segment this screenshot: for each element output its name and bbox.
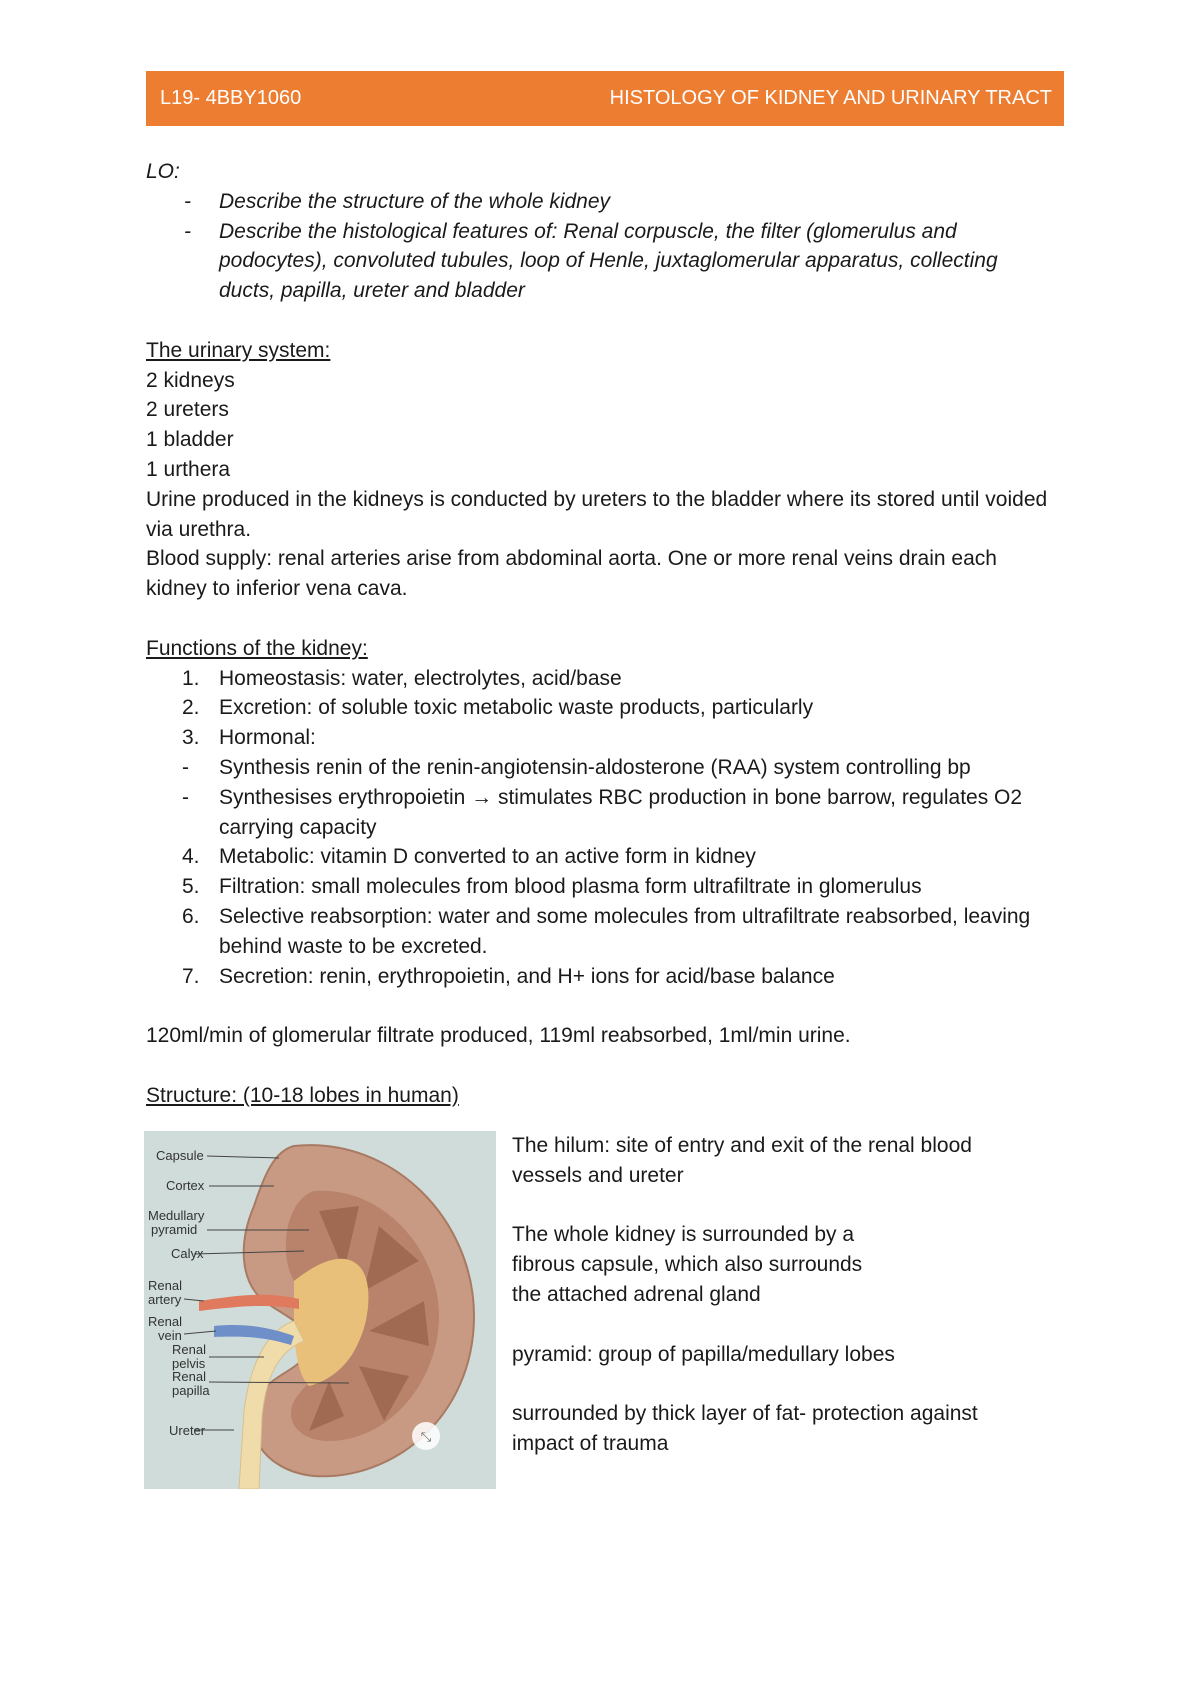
label-pyramid: pyramid [151,1222,198,1237]
functions-list [146,664,1066,992]
lo-label: LO: [146,160,180,183]
label-capsule: Capsule [156,1148,204,1163]
lo-item: - Describe the structure of the whole kidney [184,189,611,213]
label-cortex: Cortex [166,1178,205,1193]
function-item [146,783,1066,843]
label-renal-artery-1: Renal [148,1278,182,1293]
function-item [146,872,1066,902]
function-item [146,842,1066,872]
course-code: L19- 4BBY1060 [160,87,302,109]
function-text: Hormonal: [219,726,316,750]
label-renal-papilla-1: Renal [172,1369,206,1384]
function-item [146,723,1066,753]
header-bar [146,71,1064,126]
lo-item: - Describe the histological features of: Renal corpuscle, the filter (glomerulus and podocytes), convoluted tubules, loop of Henle, juxtaglomerular apparatus, collecting ducts, papilla, ureter and bladder [184,219,998,303]
urinary-line: 2 kidneys [146,368,235,392]
urine-paragraph: Urine produced in the kidneys is conducted by ureters to the bladder where its stored until voided via urethra. [146,487,1048,541]
function-text: Secretion: renin, erythropoietin, and H+ ions for acid/base balance [219,964,835,988]
structure-section [144,1131,1064,1491]
function-text: Filtration: small molecules from blood plasma form ultrafiltrate in glomerulus [219,875,922,899]
list-marker: 1. [182,666,200,690]
urinary-line: 1 bladder [146,428,234,452]
label-renal-papilla-2: papilla [172,1383,210,1398]
functions-heading: Functions of the kidney: [146,636,368,660]
filtrate-statement: 120ml/min of glomerular filtrate produced, 119ml reabsorbed, 1ml/min urine. [146,1024,851,1048]
pyramid-note: pyramid: group of papilla/medullary lobes [512,1342,895,1366]
label-calyx: Calyx [171,1246,204,1261]
list-marker: 2. [182,696,200,720]
main-content [146,157,1066,1111]
capsule-note: The whole kidney is surrounded by a fibrous capsule, which also surrounds the attached adrenal gland [512,1223,863,1306]
list-marker: 3. [182,726,200,750]
urinary-line: 1 urthera [146,457,231,481]
function-text: Homeostasis: water, electrolytes, acid/base [219,666,622,690]
list-marker: - [182,785,189,809]
function-text: Excretion: of soluble toxic metabolic waste products, particularly [219,696,814,720]
function-item [146,962,1066,992]
label-medullary: Medullary [148,1208,205,1223]
function-item [146,753,1066,783]
list-marker: 7. [182,964,200,988]
function-text: Metabolic: vitamin D converted to an active form in kidney [219,845,756,869]
label-renal-artery-2: artery [148,1292,182,1307]
function-item [146,693,1066,723]
function-item [146,664,1066,694]
list-marker: 4. [182,845,200,869]
urinary-line: 2 ureters [146,398,229,422]
blood-supply-paragraph: Blood supply: renal arteries arise from abdominal aorta. One or more renal veins drain each kidney to inferior vena cava. [146,547,997,601]
hilum-note: The hilum: site of entry and exit of the renal blood vessels and ureter [512,1134,972,1187]
function-text: Synthesis renin of the renin-angiotensin-aldosterone (RAA) system controlling bp [219,755,971,779]
label-renal-pelvis-1: Renal [172,1342,206,1357]
list-marker: 5. [182,875,200,899]
fat-note: surrounded by thick layer of fat- protection against impact of trauma [512,1402,978,1455]
list-marker: - [182,755,189,779]
function-text: Synthesises erythropoietin → stimulates RBC production in bone barrow, regulates O2 carrying capacity [219,785,1023,839]
structure-notes [512,1131,1052,1459]
label-renal-pelvis-2: pelvis [172,1356,206,1371]
lecture-title: HISTOLOGY OF KIDNEY AND URINARY TRACT [609,87,1052,109]
label-renal-vein-1: Renal [148,1314,182,1329]
urinary-heading: The urinary system: [146,338,331,362]
function-text: Selective reabsorption: water and some molecules from ultrafiltrate reabsorbed, leaving behind waste to be excreted. [219,904,1031,958]
label-ureter: Ureter [169,1423,206,1438]
label-renal-vein-2: vein [158,1328,182,1343]
svg-text:⤡: ⤡ [420,1430,432,1445]
kidney-diagram [144,1131,496,1489]
function-item [146,902,1066,962]
structure-heading: Structure: (10-18 lobes in human) [146,1083,459,1107]
list-marker: 6. [182,904,200,928]
